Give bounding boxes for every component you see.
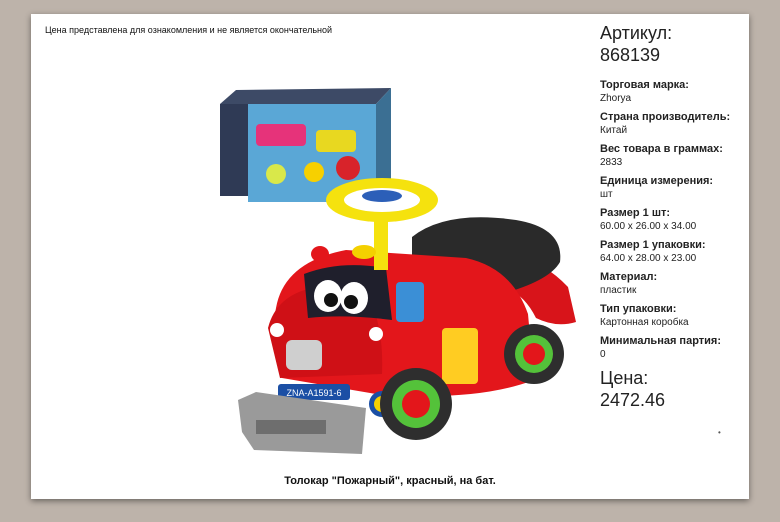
product-card (31, 14, 749, 499)
price-label: Цена: (600, 368, 649, 388)
spec-label: Материал: (600, 271, 658, 283)
spec-value: 0 (600, 349, 606, 360)
spec-value: 64.00 x 28.00 x 23.00 (600, 253, 697, 264)
article-block (600, 22, 745, 66)
article-label: Артикул: (600, 23, 673, 43)
spec-label: Страна производитель: (600, 111, 731, 123)
spec-value: Картонная коробка (600, 317, 689, 328)
spec-label: Единица измерения: (600, 175, 714, 187)
spec-label: Вес товара в граммах: (600, 143, 723, 155)
spec-label: Тип упаковки: (600, 303, 677, 315)
price-value: 2472.46 (600, 390, 666, 410)
spec-trademark (600, 78, 745, 105)
article-number: 868139 (600, 45, 661, 65)
spec-material (600, 270, 745, 297)
spec-weight (600, 142, 745, 169)
spec-label: Торговая марка: (600, 79, 689, 91)
spec-package-size (600, 238, 745, 265)
spec-label: Размер 1 упаковки: (600, 239, 706, 251)
product-title: Толокар "Пожарный", красный, на бат. (284, 475, 496, 487)
spec-value: 2833 (600, 157, 623, 168)
product-image (216, 82, 582, 454)
spec-min-batch (600, 334, 745, 361)
price-disclaimer: Цена представлена для ознакомления и не является окончательной (45, 25, 333, 35)
license-plate: ZNA-A1591-6 (286, 388, 342, 398)
spec-item-size (600, 206, 745, 233)
spec-label: Размер 1 шт: (600, 207, 671, 219)
spec-package-type (600, 302, 745, 329)
product-info-panel (600, 22, 745, 411)
footer-mark: • (718, 428, 721, 437)
spec-value: Китай (600, 125, 628, 136)
spec-value: пластик (600, 285, 637, 296)
spec-unit (600, 174, 745, 201)
spec-country (600, 110, 745, 137)
spec-label: Минимальная партия: (600, 335, 721, 347)
price-block (600, 367, 745, 411)
spec-value: Zhorya (600, 93, 632, 104)
spec-value: шт (600, 189, 613, 200)
spec-value: 60.00 x 26.00 x 34.00 (600, 221, 697, 232)
